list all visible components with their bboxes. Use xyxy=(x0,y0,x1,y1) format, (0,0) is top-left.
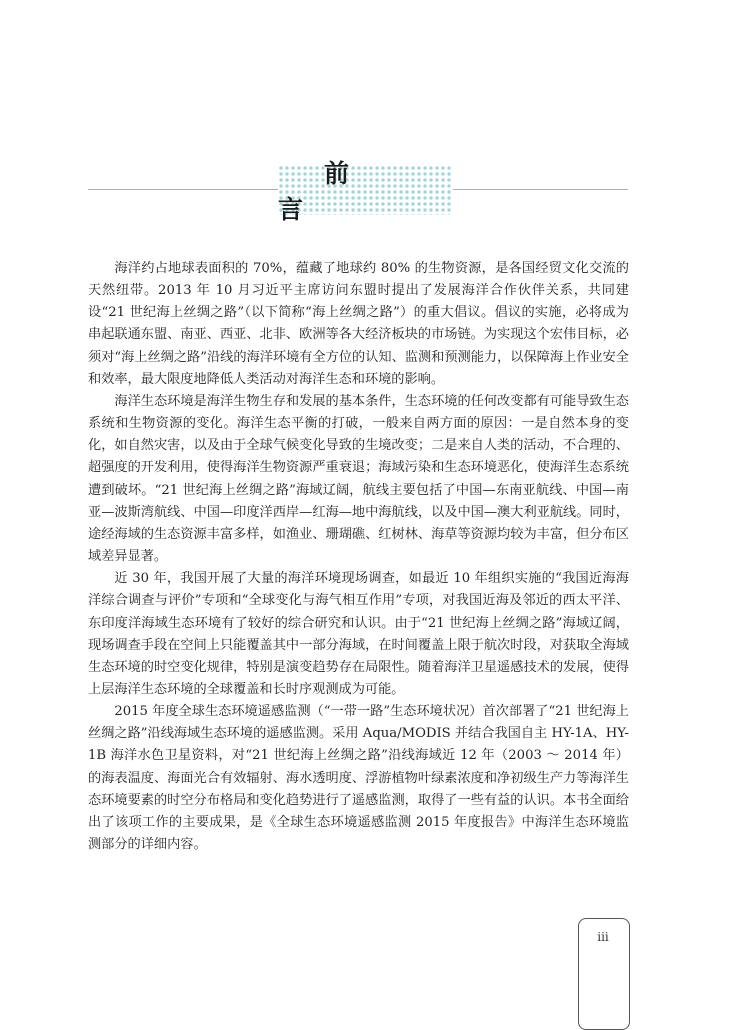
paragraph-2: 海洋生态环境是海洋生物生存和发展的基本条件，生态环境的任何改变都有可能导致生态系统和生物资源的变化。海洋生态平衡的打破，一般来自两方面的原因：一是自然本身的变化，如自然灾害，以及由于全球气候变化导致的生境改变；二是来自人类的活动，不合理的、超强度的开发利用，使得海洋生物资源严重衰退；海域污染和生态环境恶化，使海洋生态系统遭到破坏。“21 世纪海上丝绸之路”海域辽阔，航线主要包括了中国—东南亚航线、中国—南亚—波斯湾航线、中国—印度洋西岸—红海—地中海航线，以及中国—澳大利亚航线。同时，途经海域的生态资源丰富多样，如渔业、珊瑚礁、红树林、海草等资源均较为丰富，但分布区域差异显著。 xyxy=(88,393,629,565)
paragraph-3: 近 30 年，我国开展了大量的海洋环境现场调查，如最近 10 年组织实施的“我国近海海洋综合调查与评价”专项和“全球变化与海气相互作用”专项，对我国近海及邻近的西太平洋、东印度洋海域生态环境有了较好的综合研究和认识。由于“21 世纪海上丝绸之路”海域辽阔，现场调查手段在空间上只能覆盖其中一部分海域，在时间覆盖上限于航次时段，对获取全海域生态环境的时空变化规律，特别是演变趋势存在局限性。随着海洋卫星遥感技术的发展，使得上层海洋生态环境的全球覆盖和长时序观测成为可能。 xyxy=(88,571,629,697)
paragraph-4: 2015 年度全球生态环境遥感监测（“一带一路”生态环境状况）首次部署了“21 世纪海上丝绸之路”沿线海域生态环境的遥感监测。采用 Aqua/MODIS 并结合我国自主 HY-1A、HY-1B 海洋水色卫星资料，对“21 世纪海上丝绸之路”沿线海域近 12 年（2003 ～ 2014 年）的海表温度、海面光合有效辐射、海水透明度、浮游植物叶绿素浓度和净初级生产力等海洋生态环境要素的时空分布格局和变化趋势进行了遥感监测，取得了一些有益的认识。本书全面给出了该项工作的主要成果，是《全球生态环境遥感监测 2015 年度报告》中海洋生态环境监测部分的详细内容。 xyxy=(88,704,629,853)
page-title: 前言 xyxy=(278,159,396,224)
page-number: iii xyxy=(597,930,609,944)
preface-body xyxy=(88,258,629,856)
paragraph-1: 海洋约占地球表面积的 70%，蕴藏了地球约 80% 的生物资源，是各国经贸文化交流的天然纽带。2013 年 10 月习近平主席访问东盟时提出了发展海洋合作伙伴关系，共同建设“21 世纪海上丝绸之路”（以下简称“海上丝绸之路”）的重大倡议。倡议的实施，必将成为串起联通东盟、南亚、西亚、北非、欧洲等各大经济板块的市场链。为实现这个宏伟目标，必须对“海上丝绸之路”沿线的海洋环境有全方位的认知、监测和预测能力，以保障海上作业安全和效率，最大限度地降低人类活动对海洋生态和环境的影响。 xyxy=(88,261,629,387)
